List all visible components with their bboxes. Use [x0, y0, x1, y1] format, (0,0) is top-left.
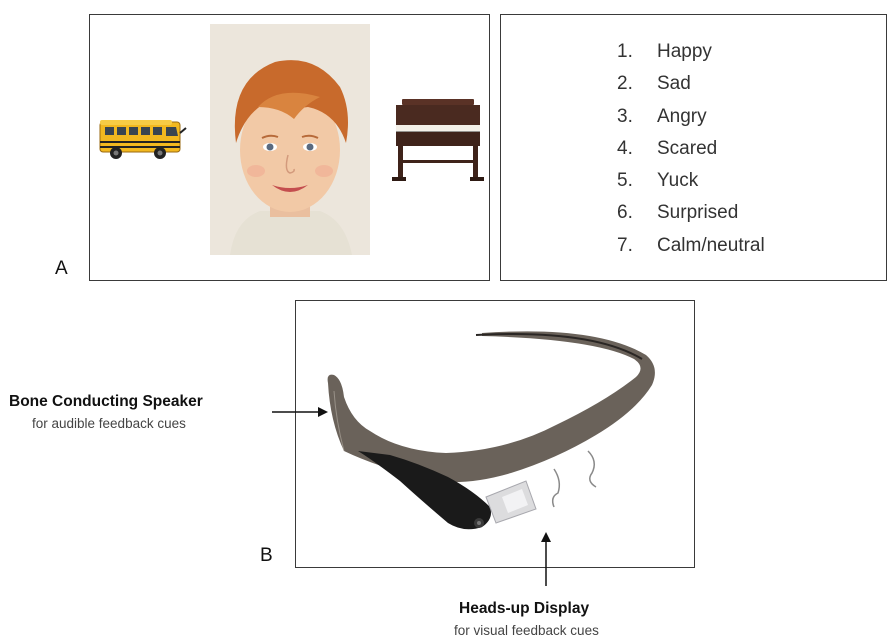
- list-item: 4. Scared: [617, 137, 718, 159]
- panel-b-label: B: [260, 545, 273, 566]
- list-item: 5. Yuck: [617, 170, 699, 192]
- glass-device-photo: [296, 301, 696, 569]
- emotion-label: Happy: [657, 41, 712, 62]
- emotion-label: Surprised: [657, 202, 739, 224]
- emotion-label: Calm/neutral: [657, 234, 765, 256]
- display-arrow: [540, 532, 552, 588]
- list-item: 3. Angry: [617, 105, 707, 127]
- stimulus-panel: [89, 14, 490, 281]
- list-item: 6. Surprised: [617, 202, 739, 224]
- emotion-label: Scared: [657, 137, 718, 159]
- speaker-callout-subtitle: for audible feedback cues: [32, 416, 186, 431]
- emotion-list: [617, 38, 765, 264]
- speaker-callout-title: Bone Conducting Speaker: [9, 393, 203, 410]
- panel-a-label: A: [55, 258, 68, 279]
- piano-image: [392, 99, 484, 181]
- speaker-arrow: [272, 406, 332, 418]
- display-callout-subtitle: for visual feedback cues: [454, 623, 599, 638]
- display-callout-title: Heads-up Display: [459, 600, 590, 617]
- list-item: 7. Calm/neutral: [617, 234, 765, 256]
- list-item: 1. Happy: [617, 41, 712, 62]
- emotion-label: Sad: [657, 73, 691, 95]
- emotion-label: Yuck: [657, 170, 699, 192]
- emotion-label: Angry: [657, 105, 707, 127]
- list-item: 2. Sad: [617, 73, 691, 95]
- school-bus-image: [100, 120, 186, 159]
- glass-device-panel: [295, 300, 695, 568]
- stimulus-illustration: [90, 15, 491, 282]
- child-face-photo: [210, 24, 370, 255]
